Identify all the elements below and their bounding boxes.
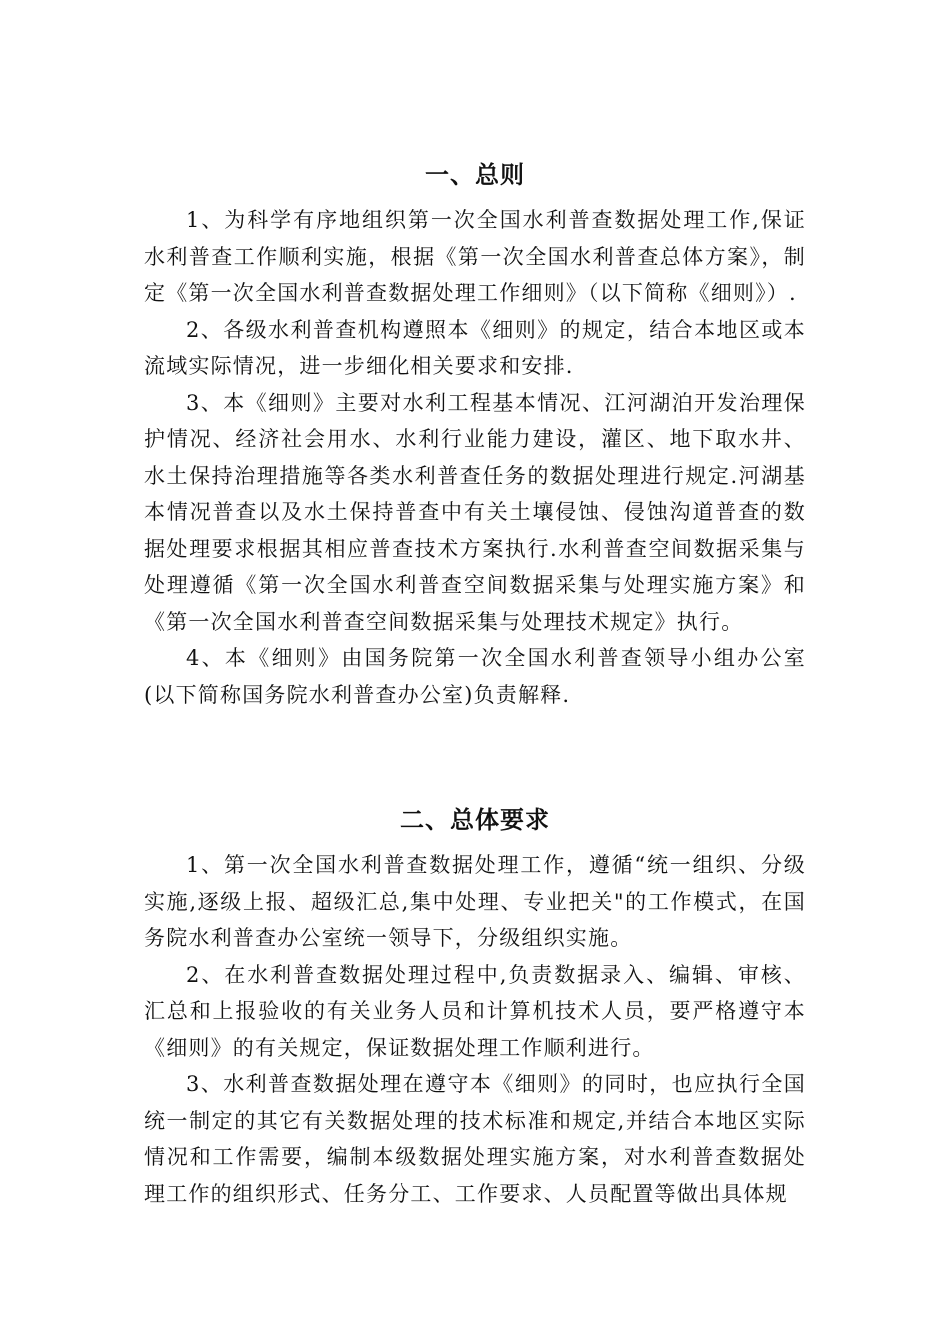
paragraph: 1、为科学有序地组织第一次全国水利普查数据处理工作,保证水利普查工作顺利实施，根据《第一次全国水利普查总体方案》，制定《第一次全国水利普查数据处理工作细则》（以下简称《细则》）. [144, 208, 806, 305]
section-general-principles [144, 150, 806, 713]
section-heading: 二、总体要求 [400, 806, 550, 834]
paragraph: 4、本《细则》由国务院第一次全国水利普查领导小组办公室(以下简称国务院水利普查办公室)负责解释. [144, 646, 806, 707]
paragraph: 1、第一次全国水利普查数据处理工作，遵循“统一组织、分级实施,逐级上报、超级汇总,集中处理、专业把关"的工作模式，在国务院水利普查办公室统一领导下，分级组织实施。 [144, 853, 806, 950]
paragraph: 2、在水利普查数据处理过程中,负责数据录入、编辑、审核、汇总和上报验收的有关业务人员和计算机技术人员，要严格遵守本《细则》的有关规定，保证数据处理工作顺利进行。 [144, 962, 806, 1060]
paragraph: 2、各级水利普查机构遵照本《细则》的规定，结合本地区或本流域实际情况，进一步细化相关要求和安排. [144, 317, 806, 378]
section-heading: 一、总则 [425, 161, 525, 189]
paragraph: 3、本《细则》主要对水利工程基本情况、江河湖泊开发治理保护情况、经济社会用水、水利行业能力建设，灌区、地下取水井、水土保持治理措施等各类水利普查任务的数据处理进行规定.河湖基本情况普查以及水土保持普查中有关土壤侵蚀、侵蚀沟道普查的数据处理要求根据其相应普查技术方案执行.水利普查空间数据采集与处理遵循《第一次全国水利普查空间数据采集与处理实施方案》和《第一次全国水利普查空间数据采集与处理技术规定》执行。 [144, 390, 806, 634]
section-overall-requirements [144, 795, 806, 1212]
paragraph: 3、水利普查数据处理在遵守本《细则》的同时，也应执行全国统一制定的其它有关数据处理的技术标准和规定,并结合本地区实际情况和工作需要，编制本级数据处理实施方案，对水利普查数据处理工作的组织形式、任务分工、工作要求、人员配置等做出具体规 [144, 1072, 806, 1206]
